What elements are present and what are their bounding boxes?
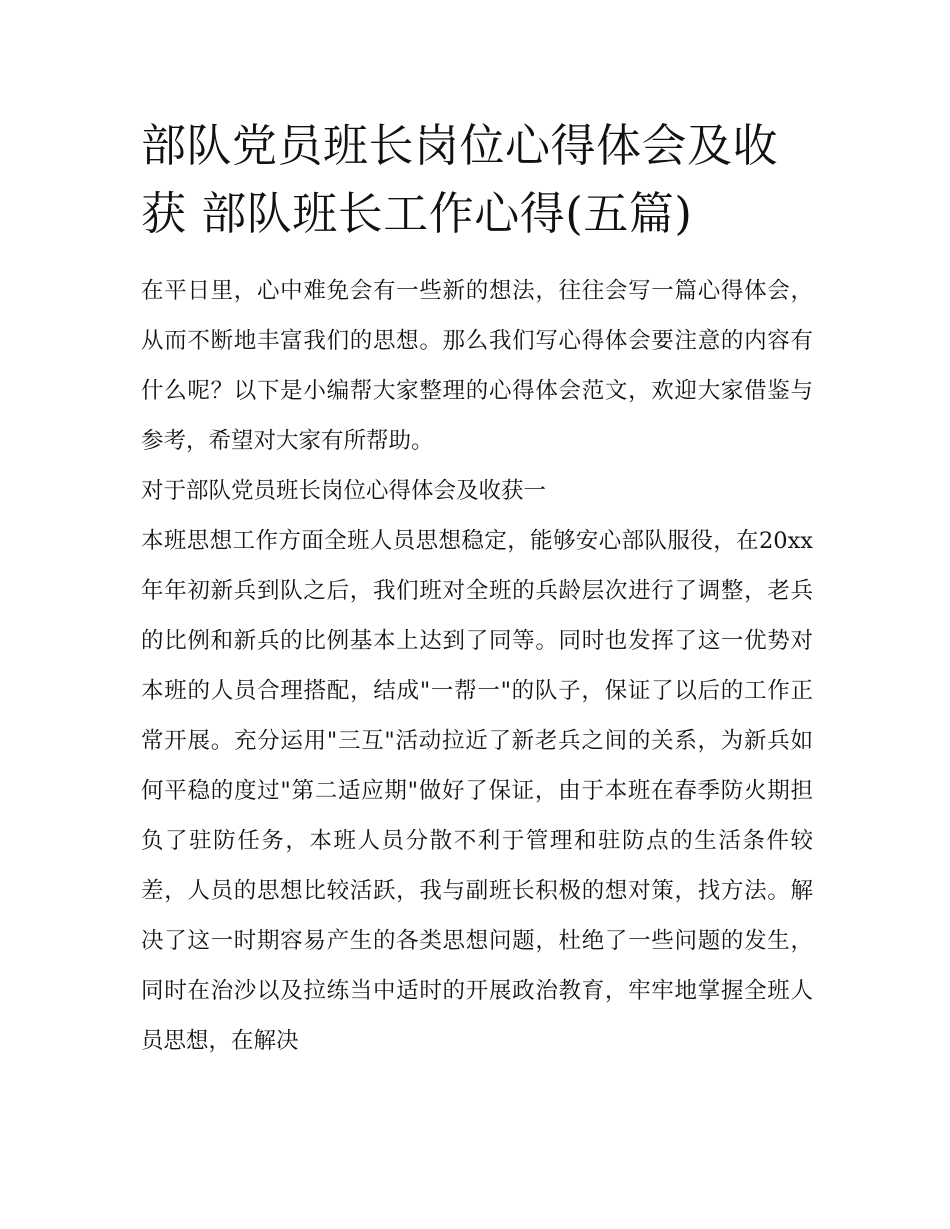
- section-heading: 对于部队党员班长岗位心得体会及收获一: [141, 478, 547, 504]
- document-content: [141, 112, 813, 1066]
- document-title: 部队党员班长岗位心得体会及收获 部队班长工作心得(五篇): [141, 119, 779, 240]
- intro-paragraph: 在平日里，心中难免会有一些新的想法，往往会写一篇心得体会，从而不断地丰富我们的思想。那么我们写心得体会要注意的内容有什么呢？以下是小编帮大家整理的心得体会范文，欢迎大家借鉴与参考，希望对大家有所帮助。: [141, 278, 813, 454]
- body-paragraph: 本班思想工作方面全班人员思想稳定，能够安心部队服役，在20xx年年初新兵到队之后，我们班对全班的兵龄层次进行了调整，老兵的比例和新兵的比例基本上达到了同等。同时也发挥了这一优势对本班的人员合理搭配，结成"一帮一"的队子，保证了以后的工作正常开展。充分运用"三互"活动拉近了新老兵之间的关系，为新兵如何平稳的度过"第二适应期"做好了保证，由于本班在春季防火期担负了驻防任务，本班人员分散不利于管理和驻防点的生活条件较差，人员的思想比较活跃，我与副班长积极的想对策，找方法。解决了这一时期容易产生的各类思想问题，杜绝了一些问题的发生，同时在治沙以及拉练当中适时的开展政治教育，牢牢地掌握全班人员思想，在解决: [141, 528, 813, 1054]
